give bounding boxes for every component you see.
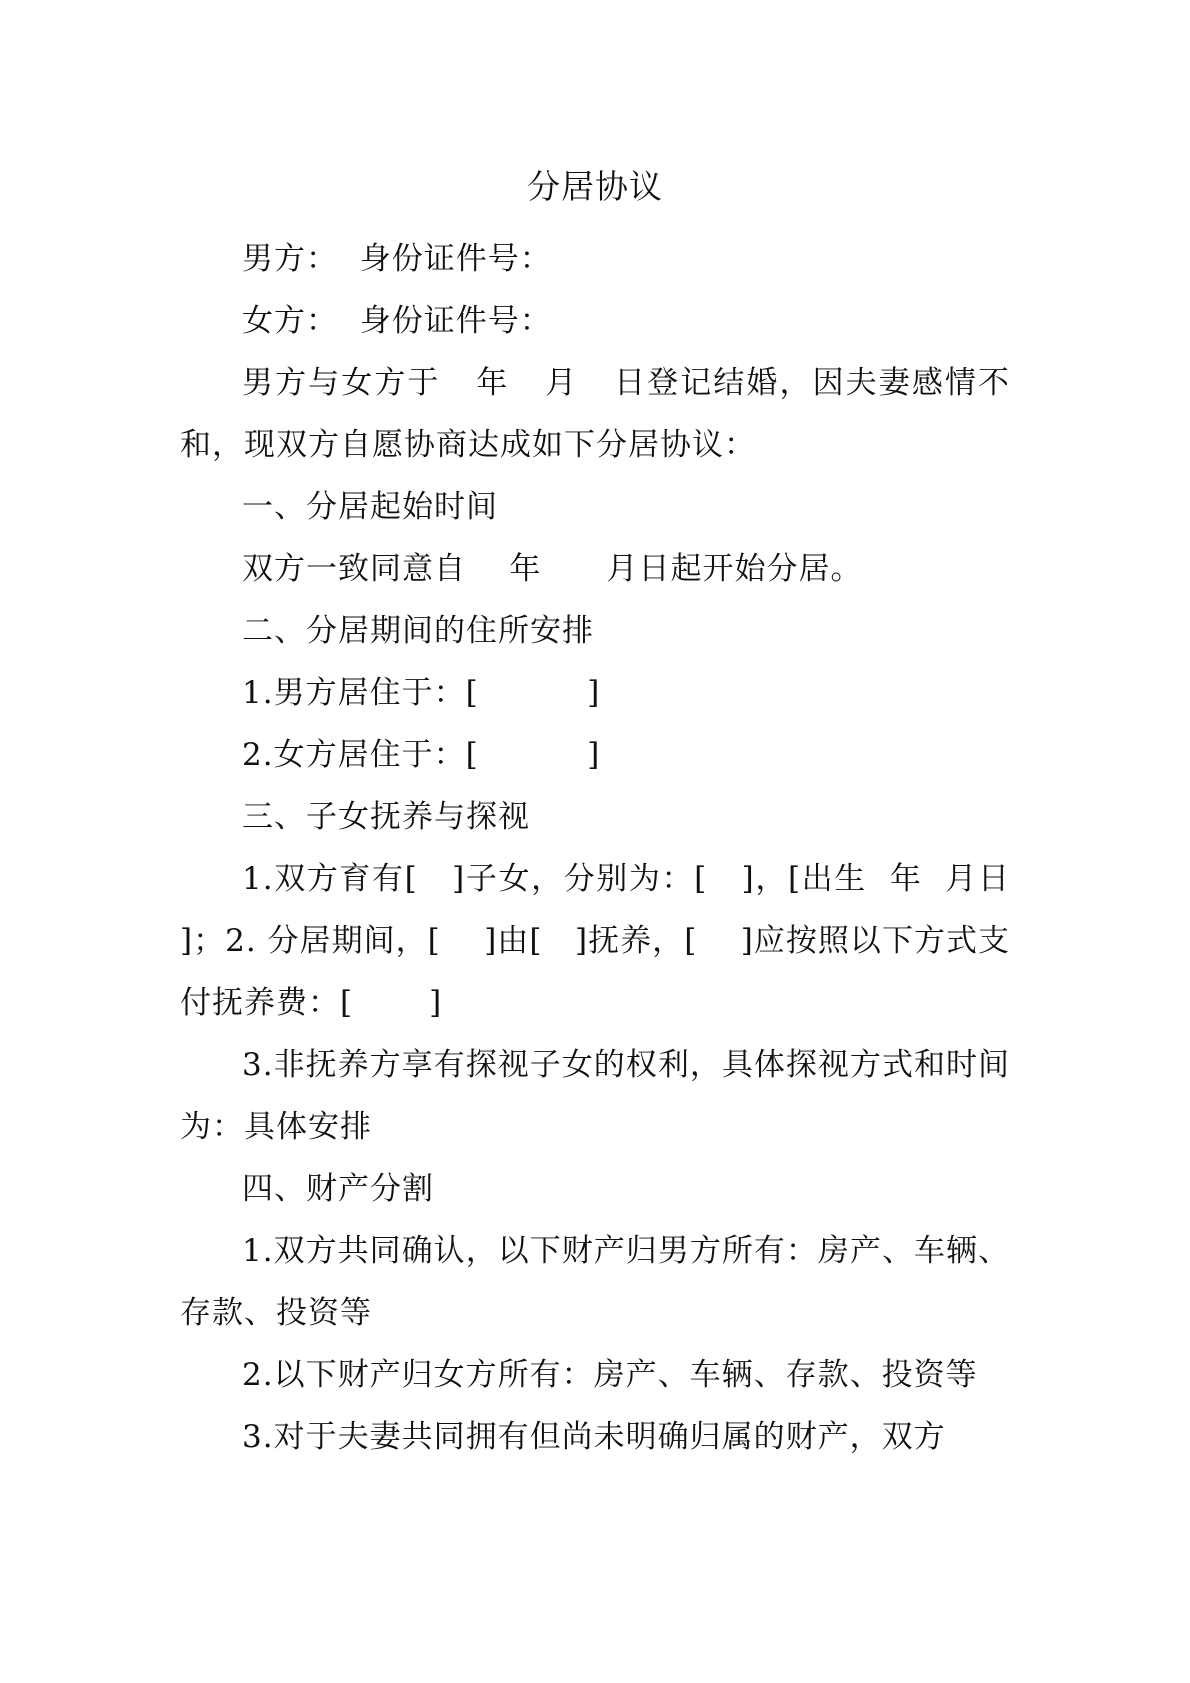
- paragraph-children-custody: 1.双方育有[ ]子女，分别为：[ ]，[出生 年 月日 ]；2. 分居期间，[ ]由[ ]抚养，[ ]应按照以下方式支付抚养费：[ ]: [180, 861, 1021, 1021]
- section-heading-start-time: 一、分居起始时间: [242, 489, 498, 525]
- paragraph-start-date: 双方一致同意自 年 月日起开始分居。: [242, 551, 863, 587]
- section-heading-children: 三、子女抚养与探视: [242, 799, 530, 835]
- paragraph-female-residence: 2.女方居住于：[ ]: [242, 737, 601, 773]
- paragraph-male-property: 1.双方共同确认，以下财产归男方所有：房产、车辆、存款、投资等: [180, 1233, 1010, 1331]
- paragraph-female-property: 2.以下财产归女方所有：房产、车辆、存款、投资等: [242, 1357, 978, 1393]
- section-heading-property: 四、财产分割: [242, 1171, 434, 1207]
- paragraph-visitation: 3.非抚养方享有探视子女的权利，具体探视方式和时间为：具体安排: [180, 1047, 1010, 1145]
- section-heading-residence: 二、分居期间的住所安排: [242, 613, 594, 649]
- paragraph-joint-property: 3.对于夫妻共同拥有但尚未明确归属的财产，双方: [242, 1419, 946, 1455]
- paragraph-female-party: 女方： 身份证件号：: [242, 303, 552, 339]
- document-title: 分居协议: [527, 167, 663, 206]
- paragraph-preamble: 男方与女方于 年 月 日登记结婚，因夫妻感情不和，现双方自愿协商达成如下分居协议：: [180, 365, 1010, 463]
- document-body: [180, 228, 1021, 1468]
- paragraph-male-residence: 1.男方居住于：[ ]: [242, 675, 601, 711]
- paragraph-male-party: 男方： 身份证件号：: [242, 241, 552, 277]
